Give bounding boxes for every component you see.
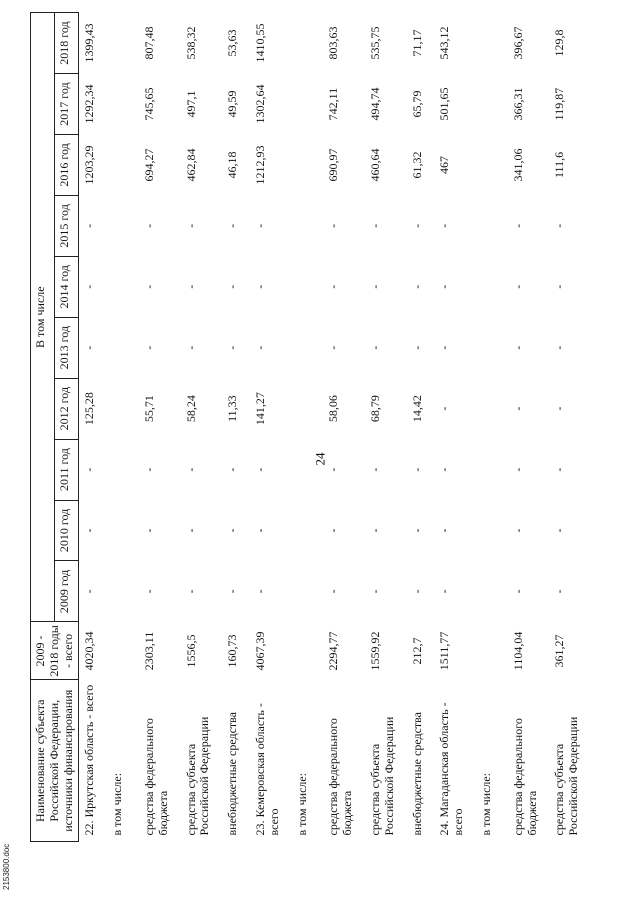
header-year-1: 2010 год xyxy=(55,500,79,561)
row-value xyxy=(476,195,508,256)
row-value: 807,48 xyxy=(141,26,156,60)
row-value: - xyxy=(437,589,452,594)
row-value: - xyxy=(437,284,452,289)
row-value: 53,63 xyxy=(225,29,240,57)
table-row xyxy=(508,13,550,842)
table-row xyxy=(250,13,292,842)
row-value: - xyxy=(510,406,525,411)
row-value xyxy=(107,439,139,500)
row-total: 2294,77 xyxy=(326,631,341,671)
row-value: - xyxy=(510,345,525,350)
row-name: в том числе: xyxy=(110,772,125,836)
row-value xyxy=(292,134,324,195)
row-total xyxy=(292,622,324,680)
row-value: - xyxy=(437,223,452,228)
row-value: - xyxy=(183,589,198,594)
row-value: - xyxy=(183,345,198,350)
row-value: - xyxy=(252,589,267,594)
row-value xyxy=(292,256,324,317)
row-name: 22. Иркутская область - всего xyxy=(82,684,97,836)
table-row xyxy=(365,13,407,842)
row-value: - xyxy=(82,223,97,228)
row-value: - xyxy=(510,589,525,594)
row-total: 2303,11 xyxy=(141,631,156,671)
header-year-7: 2016 год xyxy=(55,134,79,195)
row-total: 1104,04 xyxy=(510,631,525,671)
row-value xyxy=(107,256,139,317)
row-value: 129,8 xyxy=(552,29,567,57)
row-value xyxy=(107,500,139,561)
row-value: 1212,93 xyxy=(252,145,267,185)
row-value: - xyxy=(367,284,382,289)
row-total xyxy=(476,622,508,680)
row-value: - xyxy=(437,345,452,350)
row-total: 1511,77 xyxy=(437,631,452,671)
row-value: - xyxy=(409,467,424,472)
row-name: средства субъекта Российской Федерации xyxy=(183,716,212,836)
row-value: - xyxy=(510,223,525,228)
row-value: 745,65 xyxy=(141,87,156,121)
row-value: - xyxy=(183,284,198,289)
row-value: - xyxy=(437,528,452,533)
row-value: - xyxy=(409,528,424,533)
row-value: - xyxy=(225,589,240,594)
row-value: - xyxy=(437,406,452,411)
row-value: 462,84 xyxy=(183,148,198,182)
row-value: - xyxy=(82,528,97,533)
row-total: 4067,39 xyxy=(252,631,267,671)
row-value xyxy=(476,134,508,195)
row-value: 690,97 xyxy=(326,148,341,182)
row-value: 742,11 xyxy=(326,87,341,121)
row-value: 460,64 xyxy=(367,148,382,182)
row-value: 341,06 xyxy=(510,148,525,182)
row-value: - xyxy=(367,345,382,350)
row-value xyxy=(476,439,508,500)
row-value xyxy=(107,134,139,195)
table-row xyxy=(292,13,324,842)
row-value: 494,74 xyxy=(367,87,382,121)
row-value: - xyxy=(326,345,341,350)
row-total: 1556,5 xyxy=(183,634,198,668)
row-value: - xyxy=(252,284,267,289)
header-year-2: 2011 год xyxy=(55,439,79,500)
row-value: - xyxy=(141,223,156,228)
row-value: - xyxy=(82,345,97,350)
row-value xyxy=(292,317,324,378)
row-value xyxy=(292,195,324,256)
header-year-8: 2017 год xyxy=(55,74,79,135)
row-value: 497,1 xyxy=(183,90,198,118)
row-value: 694,27 xyxy=(141,148,156,182)
row-value: - xyxy=(367,589,382,594)
row-value: - xyxy=(552,467,567,472)
row-value: - xyxy=(409,589,424,594)
row-value: 141,27 xyxy=(252,392,267,426)
row-value xyxy=(107,561,139,622)
row-name: в том числе: xyxy=(294,772,309,836)
row-value: - xyxy=(141,345,156,350)
row-value xyxy=(107,13,139,74)
row-value: - xyxy=(183,223,198,228)
row-total: 1559,92 xyxy=(367,631,382,671)
row-value: 538,32 xyxy=(183,26,198,60)
rotated-table-container xyxy=(30,12,610,842)
row-value: 71,17 xyxy=(409,29,424,57)
row-value: 14,42 xyxy=(409,395,424,423)
row-value: - xyxy=(367,467,382,472)
row-value xyxy=(292,561,324,622)
row-value: 119,87 xyxy=(552,87,567,121)
row-name: средства федерального бюджета xyxy=(510,718,539,836)
row-value: 467 xyxy=(437,155,452,174)
row-value: - xyxy=(437,467,452,472)
header-year-6: 2015 год xyxy=(55,195,79,256)
row-value: 46,18 xyxy=(225,151,240,179)
row-value: - xyxy=(225,528,240,533)
row-value: - xyxy=(252,223,267,228)
row-value: 535,75 xyxy=(367,26,382,60)
row-value xyxy=(476,500,508,561)
financing-table xyxy=(30,12,591,842)
table-row xyxy=(222,13,250,842)
row-value: - xyxy=(367,528,382,533)
row-value: 1302,64 xyxy=(252,84,267,124)
table-body xyxy=(79,13,591,842)
header-group-label: В том числе xyxy=(31,13,55,622)
row-value: - xyxy=(326,284,341,289)
row-value: 501,65 xyxy=(437,87,452,121)
row-value: - xyxy=(326,467,341,472)
row-value: 58,24 xyxy=(183,395,198,423)
header-year-3: 2012 год xyxy=(55,378,79,439)
header-name-column: Наименование субъекта Российской Федерации, источники финансирования xyxy=(31,680,79,842)
row-value: 55,71 xyxy=(141,395,156,423)
row-value xyxy=(476,317,508,378)
row-value: 68,79 xyxy=(367,395,382,423)
row-value: - xyxy=(82,284,97,289)
row-value: - xyxy=(409,345,424,350)
header-year-0: 2009 год xyxy=(55,561,79,622)
header-total-column: 2009 - 2018 годы - всего xyxy=(31,622,79,680)
row-value: - xyxy=(510,284,525,289)
row-value: 111,6 xyxy=(552,151,567,178)
row-value: 61,32 xyxy=(409,151,424,179)
header-year-4: 2013 год xyxy=(55,317,79,378)
row-value xyxy=(107,378,139,439)
row-value: - xyxy=(141,589,156,594)
row-value: 1410,55 xyxy=(252,23,267,63)
row-value: - xyxy=(552,223,567,228)
table-row xyxy=(79,13,107,842)
row-value: 11,33 xyxy=(225,395,240,422)
row-value: - xyxy=(552,528,567,533)
row-value: - xyxy=(82,589,97,594)
row-value xyxy=(107,74,139,135)
page-number-text: 24 xyxy=(312,452,327,466)
row-value: 1292,34 xyxy=(82,84,97,124)
row-value: - xyxy=(552,345,567,350)
row-value: 543,12 xyxy=(437,26,452,60)
table-row xyxy=(476,13,508,842)
table-row xyxy=(323,13,365,842)
row-value: 396,67 xyxy=(510,26,525,60)
row-value: 803,63 xyxy=(326,26,341,60)
row-value xyxy=(292,13,324,74)
row-value xyxy=(107,195,139,256)
row-total: 212,7 xyxy=(409,637,424,665)
row-value: - xyxy=(183,528,198,533)
row-total: 361,27 xyxy=(552,634,567,668)
row-value: 1203,29 xyxy=(82,145,97,185)
row-name: средства федерального бюджета xyxy=(141,718,170,836)
row-value: 58,06 xyxy=(326,395,341,423)
row-value: - xyxy=(409,284,424,289)
table-row xyxy=(407,13,435,842)
row-name: внебюджетные средства xyxy=(409,712,424,836)
row-value xyxy=(107,317,139,378)
row-value: - xyxy=(367,223,382,228)
row-value: 1399,43 xyxy=(82,23,97,63)
row-value xyxy=(476,74,508,135)
row-value: - xyxy=(252,528,267,533)
row-value: - xyxy=(225,467,240,472)
row-value: - xyxy=(252,345,267,350)
header-year-9: 2018 год xyxy=(55,13,79,74)
row-value xyxy=(476,256,508,317)
row-value: - xyxy=(225,284,240,289)
row-value xyxy=(292,74,324,135)
row-value: - xyxy=(552,589,567,594)
header-year-5: 2014 год xyxy=(55,256,79,317)
row-name: в том числе: xyxy=(478,772,493,836)
row-total xyxy=(107,622,139,680)
row-name: средства субъекта Российской Федерации xyxy=(367,716,396,836)
row-value: 49,59 xyxy=(225,90,240,118)
row-value: - xyxy=(510,467,525,472)
row-name: 23. Кемеровская область - всего xyxy=(252,703,281,836)
table-row xyxy=(181,13,223,842)
row-value: - xyxy=(252,467,267,472)
table-row xyxy=(549,13,591,842)
row-total: 160,73 xyxy=(225,634,240,668)
row-value: - xyxy=(326,589,341,594)
row-value xyxy=(292,500,324,561)
document-id: 2153800.doc xyxy=(2,843,11,890)
row-name: внебюджетные средства xyxy=(225,712,240,836)
row-value: - xyxy=(141,284,156,289)
row-value: - xyxy=(183,467,198,472)
row-value xyxy=(292,378,324,439)
row-value: - xyxy=(326,528,341,533)
row-value: - xyxy=(326,223,341,228)
row-value xyxy=(476,561,508,622)
row-value: - xyxy=(82,467,97,472)
row-value: - xyxy=(225,223,240,228)
table-row xyxy=(139,13,181,842)
row-name: 24. Магаданская область - всего xyxy=(437,702,466,836)
row-value: - xyxy=(409,223,424,228)
row-value: - xyxy=(225,345,240,350)
row-value: - xyxy=(141,528,156,533)
row-name: средства субъекта Российской Федерации xyxy=(552,716,581,836)
row-value: 366,31 xyxy=(510,87,525,121)
row-value: 125,28 xyxy=(82,392,97,426)
row-value: - xyxy=(510,528,525,533)
row-value: 65,79 xyxy=(409,90,424,118)
table-row xyxy=(107,13,139,842)
row-total: 4020,34 xyxy=(82,631,97,671)
table-row xyxy=(434,13,476,842)
row-value xyxy=(476,13,508,74)
row-value xyxy=(292,439,324,500)
row-name: средства федерального бюджета xyxy=(326,718,355,836)
row-value xyxy=(476,378,508,439)
row-value: - xyxy=(141,467,156,472)
row-value: - xyxy=(552,284,567,289)
table-header xyxy=(31,13,79,842)
row-value: - xyxy=(552,406,567,411)
